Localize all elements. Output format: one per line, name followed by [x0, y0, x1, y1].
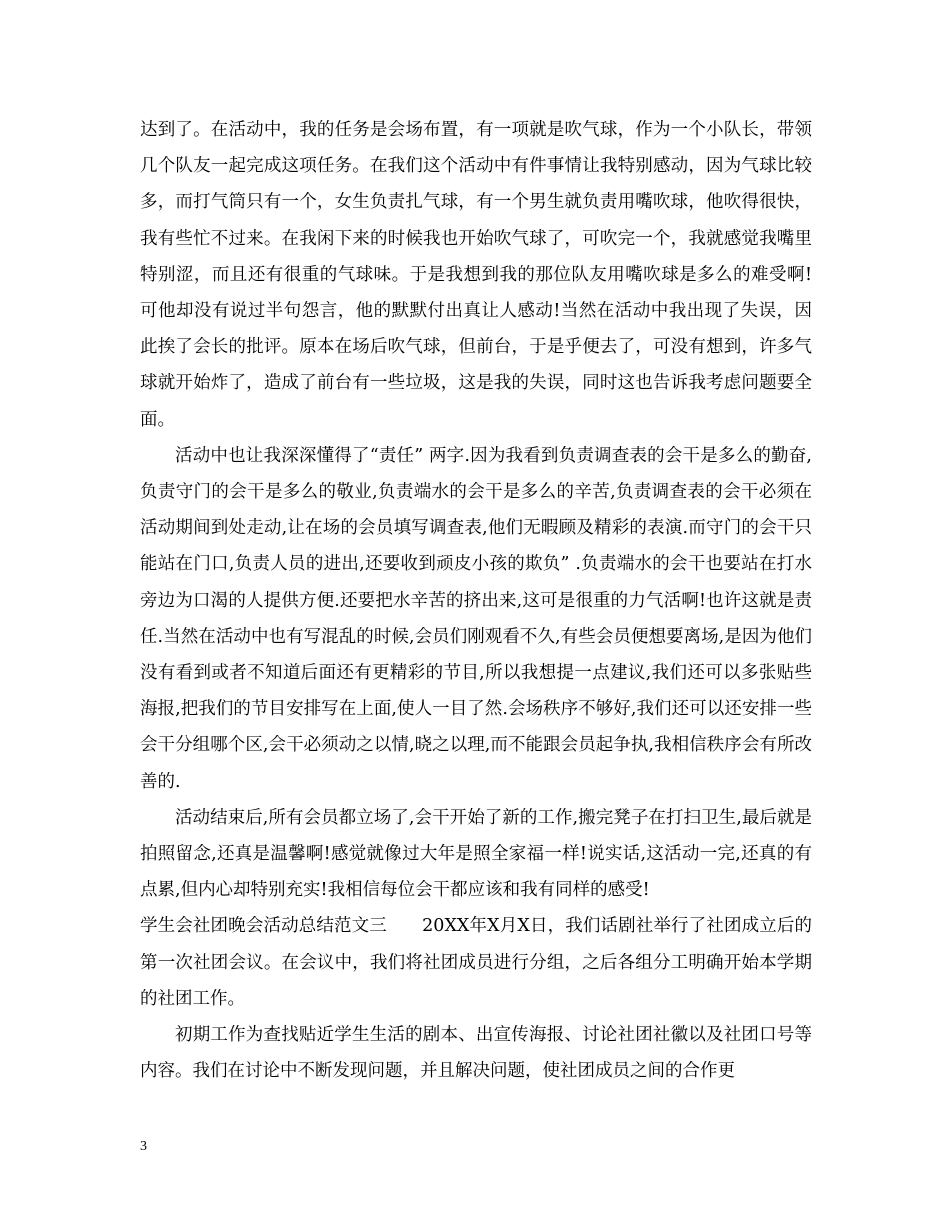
paragraph-5: 初期工作为查找贴近学生生活的剧本、出宣传海报、讨论社团社徽以及社团口号等内容。我们在讨论中不断发现问题，并且解决问题，使社团成员之间的合作更 [140, 1025, 812, 1082]
document-body [140, 112, 812, 1089]
paragraph-4: 学生会社团晚会活动总结范文三 20XX年X月X日，我们话剧社举行了社团成立后的第一次社团会议。在会议中，我们将社团成员进行分组，之后各组分工明确开始本学期的社团工作。 [140, 916, 812, 1009]
page-number: 3 [140, 1139, 147, 1154]
paragraph-2: 活动中也让我深深懂得了“责任” 两字.因为我看到负责调查表的会干是多么的勤奋,负责守门的会干是多么的敬业,负责端水的会干是多么的辛苦,负责调查表的会干必须在活动期间到处走动,让在场的会员填写调查表,他们无暇顾及精彩的表演.而守门的会干只能站在门口,负责人员的进出,还要收到顽皮小孩的欺负” .负责端水的会干也要站在打水旁边为口渴的人提供方便.还要把水辛苦的挤出来,这可是很重的力气活啊!也许这就是责任.当然在活动中也有写混乱的时候,会员们刚观看不久,有些会员便想要离场,是因为他们没有看到或者不知道后面还有更精彩的节目,所以我想提一点建议,我们还可以多张贴些海报,把我们的节目安排写在上面,使人一目了然.会场秩序不够好,我们还可以还安排一些会干分组哪个区,会干必须动之以情,晓之以理,而不能跟会员起争执,我相信秩序会有所改善的. [140, 445, 812, 792]
paragraph-3: 活动结束后,所有会员都立场了,会干开始了新的工作,搬完凳子在打扫卫生,最后就是拍照留念,还真是温馨啊!感觉就像过大年是照全家福一样!说实话,这活动一完,还真的有点累,但内心却特别充实!我相信每位会干都应该和我有同样的感受! [140, 807, 812, 901]
paragraph-1: 达到了。在活动中，我的任务是会场布置，有一项就是吹气球，作为一个小队长，带领几个队友一起完成这项任务。在我们这个活动中有件事情让我特别感动，因为气球比较多，而打气筒只有一个，女生负责扎气球，有一个男生就负责用嘴吹球，他吹得很快，我有些忙不过来。在我闲下来的时候我也开始吹气球了，可吹完一个，我就感觉我嘴里特别涩，而且还有很重的气球味。于是我想到我的那位队友用嘴吹球是多么的难受啊!可他却没有说过半句怨言，他的默默付出真让人感动!当然在活动中我出现了失误，因此挨了会长的批评。原本在场后吹气球，但前台，于是乎便去了，可没有想到，许多气球就开始炸了，造成了前台有一些垃圾，这是我的失误，同时这也告诉我考虑问题要全面。 [140, 120, 812, 430]
